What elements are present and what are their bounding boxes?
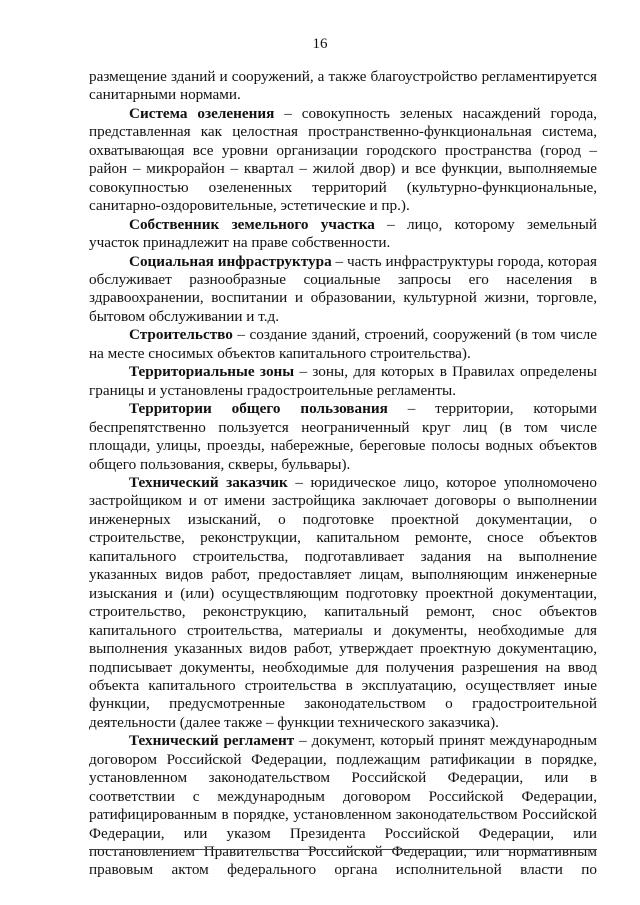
definition-paragraph [89,326,597,363]
definition-term: Социальная инфраструктура [129,252,332,270]
paragraph-continuation [89,68,597,105]
definition-paragraph [89,400,597,474]
definition-text: – документ, который принят международным договором Российской Федерации, подлежащим ратификации в порядке, установленном законодательством Российской Федерации, или в соответствии с международным договором Российской Федерации, ратифицированным в порядке, установленном законодательством Российской Федерации, или указом Президента Российской Федерации, или постановлением Правительства Российской Федерации, или нормативным правовым актом федерального органа исполнительной власти по [89,732,597,879]
definition-text: – юридическое лицо, которое уполномочено застройщиком и от имени застройщика заключает договоры о выполнении инженерных изысканий, о подготовке проектной документации, о строительстве, реконструкции, капитальном ремонте, сносе объектов капитального строительства, подготавливает задания на выполнение указанных видов работ, предоставляет лицам, выполняющим инженерные изыскания и (или) осуществляющим подготовку проектной документации, строительство, реконструкцию, капитальный ремонт, снос объектов капитального строительства, материалы и документы, необходимые для выполнения указанных видов работ, утверждает проектную документацию, подписывает документы, необходимые для получения разрешения на ввод объекта капитального строительства в эксплуатацию, осуществляет иные функции, предусмотренные законодательством о градостроительной деятельности (далее также – функции технического заказчика). [89,473,597,731]
definition-paragraph [89,105,597,216]
definition-text: – часть инфраструктуры города, которая обслуживает разнообразные социальные запросы его населения в здравоохранении, воспитании и образовании, культурной жизни, торговле, бытовом обслуживании и т.д. [89,252,598,325]
page-number: 16 [312,36,328,52]
definition-paragraph [89,253,597,327]
definition-text: – создание зданий, строений, сооружений (в том числе на месте сносимых объектов капитального строительства). [89,326,597,362]
definition-term: Строительство [129,326,233,344]
paragraph-text: размещение зданий и сооружений, а также благоустройство регламентируется санитарными нормами. [89,68,597,104]
definition-term: Технический регламент [129,732,295,750]
definition-term: Собственник земельного участка [129,215,375,233]
document-body [89,68,597,880]
definition-text: – совокупность зеленых насаждений города, представленная как целостная пространственно-функциональная система, охватывающая все уровни организации городского пространства (город – район – микрорайон – квартал – жилой двор) и все функции, выполняемые совокупностью озелененных территорий (культурно-функциональные, санитарно-оздоровительные, эстетические и пр.). [89,104,597,215]
definition-term: Система озеленения [129,104,275,122]
definition-term: Технический заказчик [129,473,288,491]
definition-term: Территории общего пользования [129,400,388,418]
footer-divider [89,849,597,850]
definition-paragraph [89,216,597,253]
definition-text: – зоны, для которых в Правилах определены границы и установлены градостроительные регламенты. [89,363,597,399]
definition-paragraph [89,363,597,400]
definition-term: Территориальные зоны [129,363,295,381]
definition-text: – лицо, которому земельный участок принадлежит на праве собственности. [89,215,597,252]
definition-text: – территории, которыми беспрепятственно пользуется неограниченный круг лиц (в том числе площади, улицы, проезды, набережные, береговые полосы водных объектов общего пользования, скверы, бульвары). [89,400,597,473]
definition-paragraph [89,474,597,732]
definition-paragraph [89,732,597,880]
